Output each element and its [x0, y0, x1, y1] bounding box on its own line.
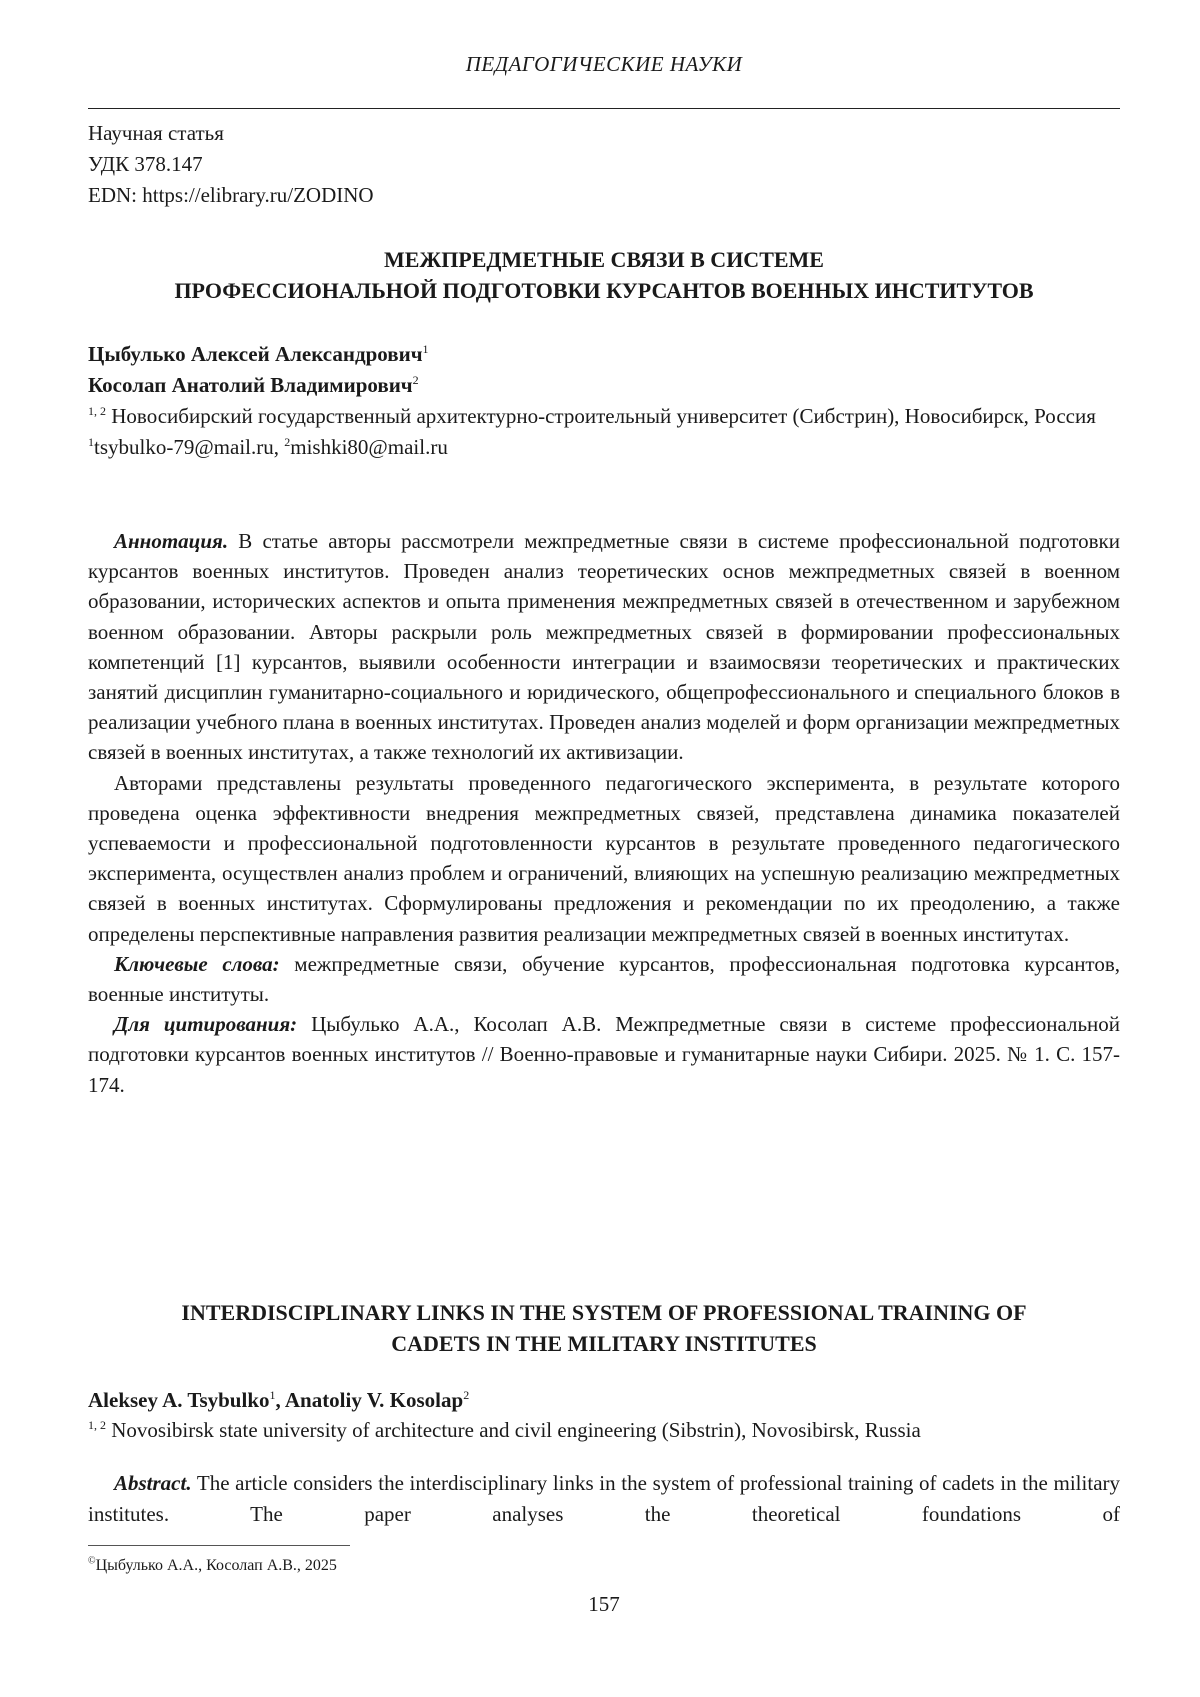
copyright-footnote: [88, 1555, 337, 1577]
footnote-rule: [88, 1545, 350, 1546]
abstract-ru: [88, 526, 1120, 1100]
email-2-sup: 2: [284, 435, 290, 449]
author-2-ru: [88, 370, 1120, 401]
running-head: ПЕДАГОГИЧЕСКИЕ НАУКИ: [88, 52, 1120, 77]
article-type: Научная статья: [88, 118, 374, 149]
abstract-ru-label: Аннотация.: [114, 529, 228, 553]
abstract-ru-paragraph-1: [88, 526, 1120, 768]
email-2[interactable]: mishki80@mail.ru: [290, 435, 448, 459]
affiliation-en-sup: 1, 2: [88, 1418, 106, 1432]
author-1-sup: 1: [423, 342, 429, 356]
title-en-line2: CADETS IN THE MILITARY INSTITUTES: [88, 1328, 1120, 1359]
citation-ru-text: Цыбулько А.А., Косолап А.В. Межпредметные связи в системе профессиональной подготовки курсантов военных институтов // Военно-правовые и гуманитарные науки Сибири. 2025. № 1. С. 157-174.: [88, 1012, 1120, 1096]
abstract-ru-paragraph-2: Авторами представлены результаты проведенного педагогического эксперимента, в результате которого проведена оценка эффективности внедрения межпредметных связей, представлена динамика показателей успеваемости и профессиональной подготовленности курсантов в результате проведенного педагогического эксперимента, осуществлен анализ проблем и ограничений, влияющих на успешную реализацию межпредметных связей в военных институтах. Сформулированы предложения и рекомендации по их преодолению, а также определены перспективные направления развития реализации межпредметных связей в военных институтах.: [88, 768, 1120, 949]
affiliation-ru-text: Новосибирский государственный архитектурно-строительный университет (Сибстрин), Новосибирск, Россия: [111, 404, 1096, 428]
affiliation-en: [88, 1415, 1120, 1445]
article-title-ru: [88, 244, 1120, 306]
abstract-en-text: The article considers the interdisciplinary links in the system of professional training of cadets in the military institutes. The paper analyses the theoretical foundations of: [88, 1471, 1120, 1526]
author-2-name: Косолап Анатолий Владимирович: [88, 373, 413, 397]
author-2-en-sup: 2: [463, 1388, 469, 1402]
keywords-ru-text: межпредметные связи, обучение курсантов, профессиональная подготовка курсантов, военные институты.: [88, 952, 1120, 1006]
author-1-en-name: Aleksey A. Tsybulko: [88, 1388, 270, 1412]
header-rule: [88, 108, 1120, 109]
article-title-en: [88, 1297, 1120, 1359]
author-2-en-name: Anatoliy V. Kosolap: [285, 1388, 463, 1412]
email-1-sup: 1: [88, 435, 94, 449]
author-1-en-sup: 1: [270, 1388, 276, 1402]
keywords-ru: [88, 949, 1120, 1009]
abstract-ru-p1-text: В статье авторы рассмотрели межпредметные связи в системе профессиональной подготовки курсантов военных институтов. Проведен анализ теоретических основ межпредметных связей в военном образовании, исторических аспектов и опыта применения межпредметных связей в отечественном и зарубежном военном образовании. Авторы раскрыли роль межпредметных связей в формировании профессиональных компетенций [1] курсантов, выявили особенности интеграции и взаимосвязи теоретических и практических занятий дисциплин гуманитарно-социального и юридического, общепрофессионального и специального блоков в реализации учебного плана в военных институтах. Проведен анализ моделей и форм организации межпредметных связей в военных институтах, а также технологий их активизации.: [88, 529, 1120, 764]
udc-code: УДК 378.147: [88, 149, 374, 180]
authors-ru: [88, 339, 1120, 463]
citation-ru-label: Для цитирования:: [114, 1012, 297, 1036]
authors-en: [88, 1385, 1120, 1445]
abstract-en-label: Abstract.: [114, 1471, 192, 1495]
abstract-en: [88, 1468, 1120, 1530]
keywords-ru-label: Ключевые слова:: [114, 952, 280, 976]
page-number: 157: [88, 1592, 1120, 1617]
author-2-sup: 2: [413, 373, 419, 387]
affiliation-ru: [88, 401, 1120, 432]
email-1[interactable]: tsybulko-79@mail.ru,: [94, 435, 279, 459]
authors-en-separator: ,: [276, 1388, 285, 1412]
author-1-name: Цыбулько Алексей Александрович: [88, 342, 423, 366]
article-meta: [88, 118, 374, 211]
abstract-en-paragraph: [88, 1468, 1120, 1530]
title-en-line1: INTERDISCIPLINARY LINKS IN THE SYSTEM OF PROFESSIONAL TRAINING OF: [88, 1297, 1120, 1328]
edn-link[interactable]: EDN: https://elibrary.ru/ZODINO: [88, 180, 374, 211]
author-emails: [88, 432, 1120, 463]
author-1-ru: [88, 339, 1120, 370]
affiliation-en-text: Novosibirsk state university of architecture and civil engineering (Sibstrin), Novosibirsk, Russia: [111, 1418, 921, 1442]
title-ru-line1: МЕЖПРЕДМЕТНЫЕ СВЯЗИ В СИСТЕМЕ: [88, 244, 1120, 275]
copyright-text: Цыбулько А.А., Косолап А.В., 2025: [96, 1557, 337, 1574]
title-ru-line2: ПРОФЕССИОНАЛЬНОЙ ПОДГОТОВКИ КУРСАНТОВ ВОЕННЫХ ИНСТИТУТОВ: [88, 275, 1120, 306]
affiliation-sup: 1, 2: [88, 404, 106, 418]
authors-en-line: [88, 1385, 1120, 1415]
citation-ru: [88, 1009, 1120, 1100]
copyright-sign: ©: [88, 1556, 96, 1567]
